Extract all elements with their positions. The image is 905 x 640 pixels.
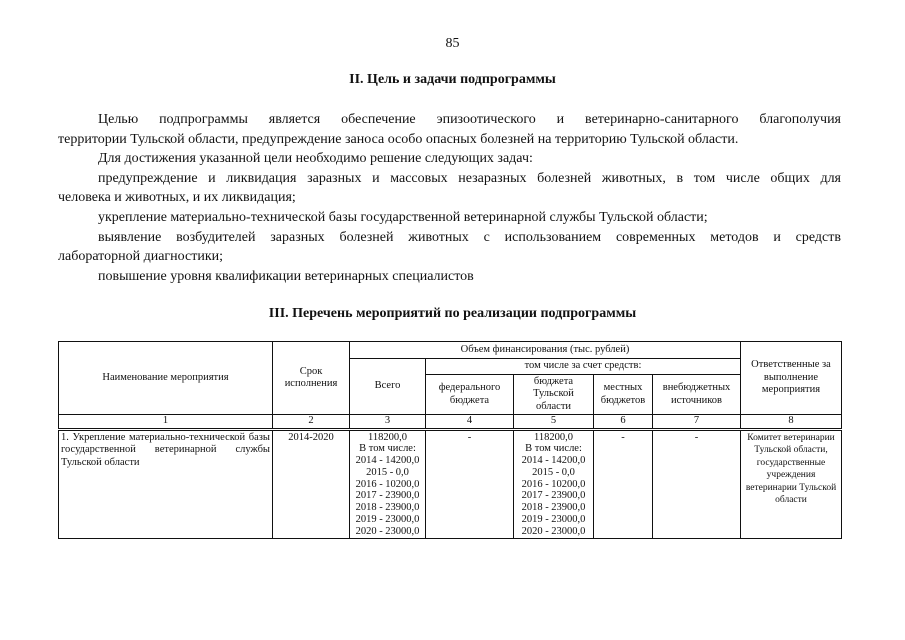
- header-financing: Объем финансирования (тыс. рублей): [350, 342, 741, 359]
- total-line: В том числе:: [359, 443, 416, 455]
- regional-line: 118200,0: [534, 431, 573, 443]
- paragraph-task3-line2: лабораторной диагностики;: [58, 249, 224, 265]
- header-extra: внебюджетных источников: [653, 375, 741, 415]
- paragraph-task2: укрепление материально-технической базы государственной ветеринарной службы Тульской области;: [98, 209, 708, 225]
- regional-line: 2018 - 23900,0: [521, 502, 586, 514]
- column-number: 5: [514, 415, 594, 430]
- paragraph-tasks-intro: Для достижения указанной цели необходимо решение следующих задач:: [98, 151, 533, 167]
- column-number: 6: [594, 415, 653, 430]
- header-total: Всего: [350, 359, 426, 415]
- total-cell: [350, 429, 426, 538]
- header-federal: федерального бюджета: [426, 375, 514, 415]
- column-number: 2: [273, 415, 350, 430]
- paragraph-task1-line2: человека и животных, и их ликвидация;: [58, 190, 296, 206]
- total-line: 2017 - 23900,0: [355, 490, 420, 502]
- column-number: 7: [653, 415, 741, 430]
- total-line: 2016 - 10200,0: [355, 478, 420, 490]
- federal-cell: -: [426, 429, 514, 538]
- paragraph-task4: повышение уровня квалификации ветеринарных специалистов: [98, 268, 474, 284]
- table-row: [59, 429, 842, 538]
- section-3-heading: III. Перечень мероприятий по реализации подпрограммы: [268, 306, 637, 321]
- header-term: Срок исполнения: [273, 342, 350, 415]
- header-responsible: Ответственные за выполнение мероприятия: [741, 342, 842, 415]
- regional-line: 2014 - 14200,0: [521, 455, 586, 467]
- term-cell: 2014-2020: [273, 429, 350, 538]
- paragraph-goal-line2: территории Тульской области, предупреждение заноса особо опасных болезней на территорию Тульской области.: [58, 131, 739, 147]
- regional-line: 2016 - 10200,0: [521, 478, 586, 490]
- header-including: том числе за счет средств:: [426, 359, 741, 375]
- column-number: 1: [59, 415, 273, 430]
- total-line: 2015 - 0,0: [366, 466, 409, 478]
- column-number: 3: [350, 415, 426, 430]
- section-2-body: [58, 110, 841, 286]
- regional-line: 2020 - 23000,0: [521, 525, 586, 537]
- page-number: 85: [445, 36, 460, 51]
- total-line: 2014 - 14200,0: [355, 455, 420, 467]
- regional-line: 2017 - 23900,0: [521, 490, 586, 502]
- header-regional: бюджета Тульской области: [514, 375, 594, 415]
- total-line: 2020 - 23000,0: [355, 525, 420, 537]
- activity-name-cell: 1. Укрепление материально-технической базы государственной ветеринарной службы Тульской области: [59, 429, 273, 538]
- responsible-cell: Комитет ветеринарии Тульской области, государственные учреждения ветеринарии Тульской области: [741, 429, 842, 538]
- paragraph-task1-line1: предупреждение и ликвидация заразных и массовых незаразных болезней животных, в том числе общих для: [98, 170, 841, 186]
- local-cell: -: [594, 429, 653, 538]
- total-line: 118200,0: [368, 431, 407, 443]
- section-2-heading: II. Цель и задачи подпрограммы: [349, 72, 556, 87]
- header-activity-name: Наименование мероприятия: [59, 342, 273, 415]
- paragraph-goal-line1: Целью подпрограммы является обеспечение эпизоотического и ветеринарно-санитарного благополучия: [98, 112, 841, 127]
- extra-cell: -: [653, 429, 741, 538]
- activities-table: [58, 341, 842, 539]
- column-number: 4: [426, 415, 514, 430]
- regional-line: В том числе:: [525, 443, 582, 455]
- column-number: 8: [741, 415, 842, 430]
- header-local: местных бюджетов: [594, 375, 653, 415]
- regional-line: 2015 - 0,0: [532, 466, 575, 478]
- regional-cell: [514, 429, 594, 538]
- paragraph-task3-line1: выявление возбудителей заразных болезней животных с использованием современных методов и средств: [98, 229, 841, 245]
- regional-line: 2019 - 23000,0: [521, 514, 586, 526]
- total-line: 2019 - 23000,0: [355, 514, 420, 526]
- total-line: 2018 - 23900,0: [355, 502, 420, 514]
